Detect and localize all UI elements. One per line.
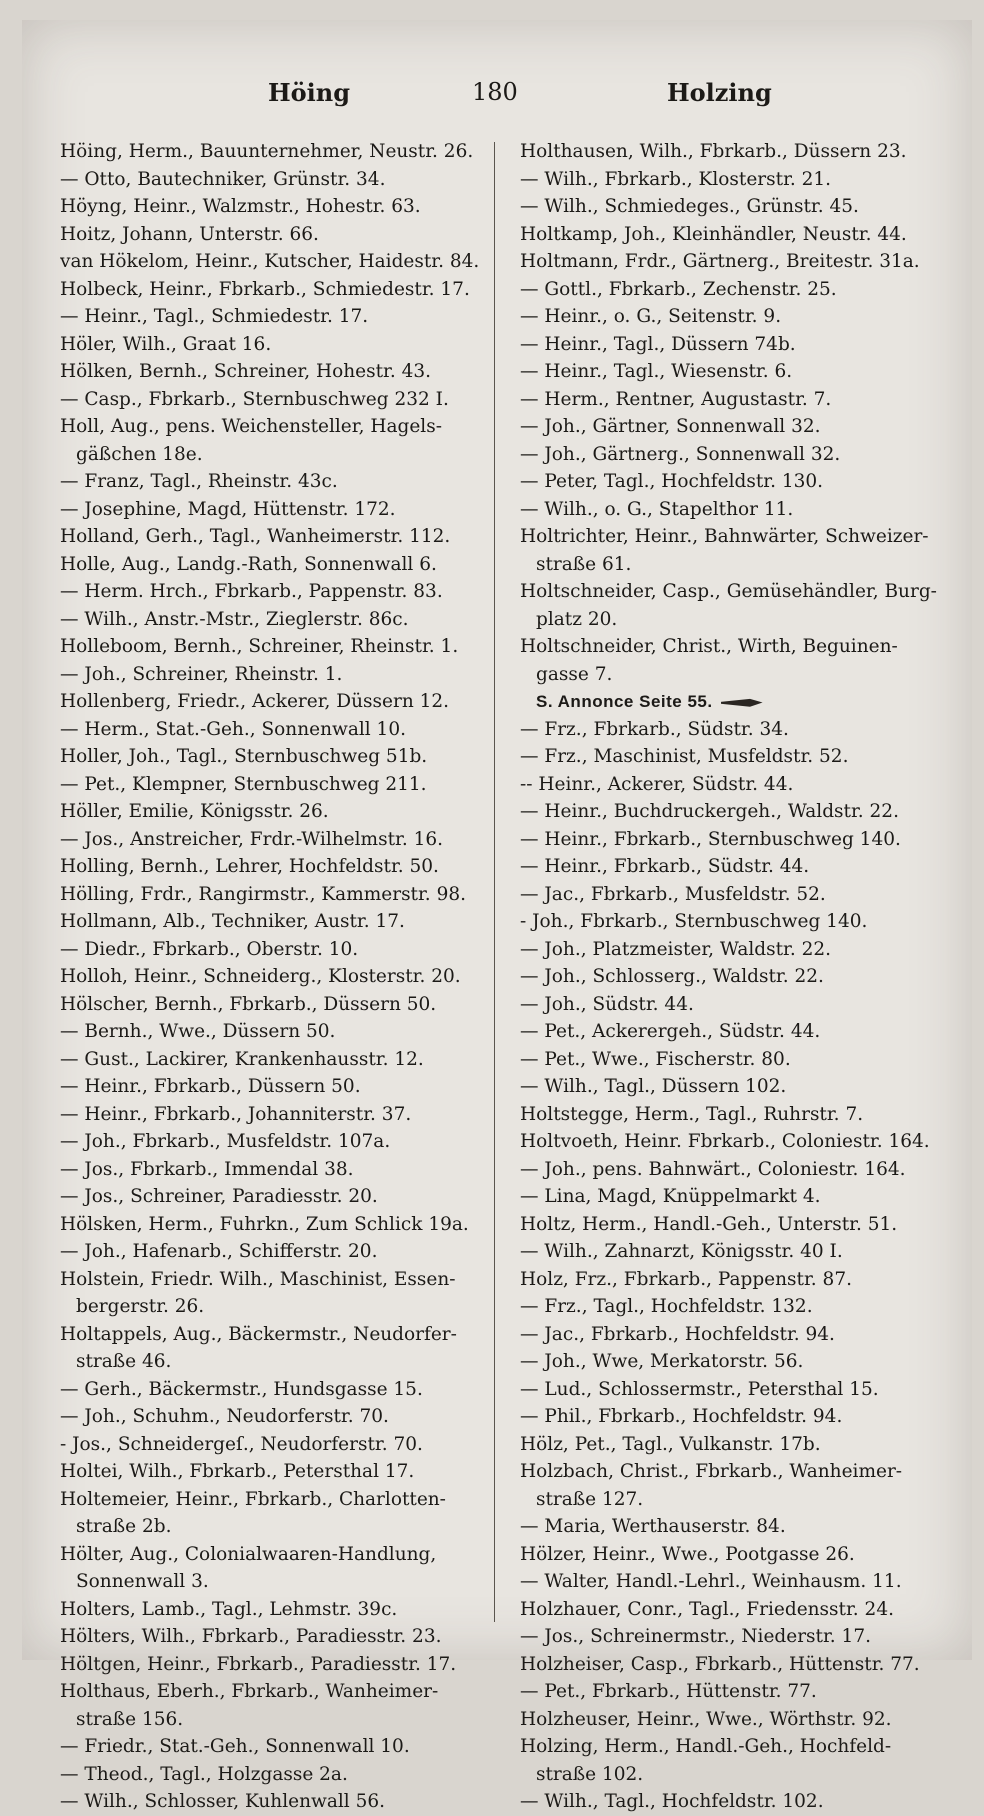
directory-entry xyxy=(60,523,490,551)
entry-text: — Casp., Fbrkarb., Sternbuschweg 232 I. xyxy=(60,388,449,410)
entry-text: Hölter, Aug., Colonialwaaren-Handlung, xyxy=(60,1543,437,1565)
directory-entry xyxy=(60,1101,490,1129)
directory-entry xyxy=(60,908,490,936)
directory-entry xyxy=(60,1128,490,1156)
directory-entry xyxy=(60,606,490,634)
entry-text: — Joh., Südstr. 44. xyxy=(520,993,694,1015)
entry-text: — Frz., Maschinist, Musfeldstr. 52. xyxy=(520,746,849,767)
directory-entry xyxy=(520,331,950,359)
directory-entry xyxy=(520,1073,950,1101)
entry-text: straße 46. xyxy=(76,1351,172,1372)
directory-entry xyxy=(520,1348,950,1376)
directory-entry xyxy=(520,221,950,249)
entry-text: — Phil., Fbrkarb., Hochfeldstr. 94. xyxy=(520,1406,843,1427)
directory-entry xyxy=(60,1788,490,1816)
directory-entry xyxy=(60,221,490,249)
entry-text: straße 102. xyxy=(536,1763,644,1785)
directory-entry xyxy=(60,1073,490,1101)
directory-entry xyxy=(520,1596,950,1624)
directory-entry xyxy=(520,441,950,469)
entry-text: — Pet., Ackerergeh., Südstr. 44. xyxy=(520,1021,821,1042)
entry-text: — Jac., Fbrkarb., Hochfeldstr. 94. xyxy=(520,1323,835,1345)
directory-entry xyxy=(520,193,950,221)
directory-entry xyxy=(520,1458,950,1486)
directory-entry xyxy=(60,1238,490,1266)
directory-entry xyxy=(520,1266,950,1294)
entry-text: — Joh., Platzmeister, Waldstr. 22. xyxy=(520,938,832,960)
directory-entry xyxy=(60,771,490,799)
page-number: 180 xyxy=(472,78,518,106)
directory-entry xyxy=(520,743,950,771)
entry-text: — Joh., Schreiner, Rheinstr. 1. xyxy=(60,663,343,685)
entry-text: S. Annonce Seite 55. xyxy=(536,692,713,711)
entry-text: — Wilh., Tagl., Hochfeldstr. 102. xyxy=(520,1791,824,1812)
entry-text: Holstein, Friedr. Wilh., Maschinist, Essen- xyxy=(60,1268,456,1290)
directory-entry xyxy=(520,963,950,991)
directory-entry xyxy=(520,1431,950,1459)
directory-entry xyxy=(520,1101,950,1129)
directory-entry xyxy=(520,1788,950,1816)
entry-text: straße 156. xyxy=(76,1708,184,1730)
entry-text: Holloh, Heinr., Schneiderg., Klosterstr. 20. xyxy=(60,966,461,987)
directory-entry xyxy=(520,1321,950,1349)
directory-entry xyxy=(60,963,490,991)
directory-entry xyxy=(520,248,950,276)
pointing-hand-icon xyxy=(721,697,763,709)
directory-entry xyxy=(60,1596,490,1624)
entry-text: Hoitz, Johann, Unterstr. 66. xyxy=(60,223,319,245)
entry-text: Holzheiser, Casp., Fbrkarb., Hüttenstr. 77. xyxy=(520,1653,920,1675)
directory-entry xyxy=(520,826,950,854)
entry-text: — Joh., Schuhm., Neudorferstr. 70. xyxy=(60,1406,389,1427)
directory-entry xyxy=(520,1623,950,1651)
directory-entry xyxy=(60,138,490,166)
entry-text: — Lud., Schlossermstr., Petersthal 15. xyxy=(520,1378,879,1400)
entry-text: — Heinr., Fbrkarb., Sternbuschweg 140. xyxy=(520,828,901,850)
directory-entry xyxy=(60,798,490,826)
directory-entry xyxy=(520,1403,950,1431)
entry-text: Holler, Joh., Tagl., Sternbuschweg 51b. xyxy=(60,746,428,767)
entry-text: Holthausen, Wilh., Fbrkarb., Düssern 23. xyxy=(520,141,907,162)
entry-text: — Otto, Bautechniker, Grünstr. 34. xyxy=(60,168,386,190)
directory-entry xyxy=(60,1376,490,1404)
entry-text: — Heinr., o. G., Seitenstr. 9. xyxy=(520,306,782,327)
entry-text: — Joh., Wwe, Merkatorstr. 56. xyxy=(520,1351,804,1372)
entry-text: — Joh., Fbrkarb., Musfeldstr. 107a. xyxy=(60,1131,391,1152)
entry-text: — Jac., Fbrkarb., Musfeldstr. 52. xyxy=(520,883,826,905)
entry-text: Hölken, Bernh., Schreiner, Hohestr. 43. xyxy=(60,361,432,382)
entry-text: Holtschneider, Casp., Gemüsehändler, Burg- xyxy=(520,581,937,602)
directory-entry xyxy=(60,1541,490,1569)
directory-entry xyxy=(60,248,490,276)
directory-entry xyxy=(60,331,490,359)
directory-entry xyxy=(520,1513,950,1541)
directory-entry xyxy=(60,276,490,304)
directory-entry xyxy=(520,468,950,496)
directory-entry xyxy=(60,1486,490,1514)
directory-entry xyxy=(520,303,950,331)
entry-text: -- Heinr., Ackerer, Südstr. 44. xyxy=(520,773,794,795)
entry-text: — Wilh., Tagl., Düssern 102. xyxy=(520,1076,787,1097)
directory-entry xyxy=(60,1266,490,1294)
directory-entry xyxy=(520,688,950,716)
directory-entry xyxy=(60,1211,490,1239)
entry-text: Höler, Wilh., Graat 16. xyxy=(60,333,272,355)
directory-entry xyxy=(60,1761,490,1789)
entry-text: Höltgen, Heinr., Fbrkarb., Paradiesstr. 17. xyxy=(60,1653,457,1675)
entry-text: — Maria, Werthauserstr. 84. xyxy=(520,1516,786,1537)
directory-entry xyxy=(60,1706,490,1734)
directory-entry xyxy=(520,606,950,634)
page-header xyxy=(22,78,972,118)
entry-text: — Herm., Rentner, Augustastr. 7. xyxy=(520,388,832,410)
entry-text: Höing, Herm., Bauunternehmer, Neustr. 26. xyxy=(60,141,474,162)
entry-text: Hölscher, Bernh., Fbrkarb., Düssern 50. xyxy=(60,993,437,1015)
directory-entry xyxy=(520,1128,950,1156)
entry-text: Holzheuser, Heinr., Wwe., Wörthstr. 92. xyxy=(520,1708,892,1730)
directory-entry xyxy=(520,908,950,936)
entry-text: — Gottl., Fbrkarb., Zechenstr. 25. xyxy=(520,278,837,300)
entry-text: — Gerh., Bäckermstr., Hundsgasse 15. xyxy=(60,1378,423,1400)
directory-entry xyxy=(60,193,490,221)
entry-text: Holtz, Herm., Handl.-Geh., Unterstr. 51. xyxy=(520,1213,898,1235)
directory-entry xyxy=(520,633,950,661)
directory-entry xyxy=(60,1623,490,1651)
directory-entry xyxy=(60,743,490,771)
directory-entry xyxy=(60,1156,490,1184)
entry-text: — Heinr., Tagl., Düssern 74b. xyxy=(520,333,796,355)
entry-text: Holtkamp, Joh., Kleinhändler, Neustr. 44. xyxy=(520,223,907,245)
directory-entry xyxy=(520,1376,950,1404)
entry-text: — Pet., Wwe., Fischerstr. 80. xyxy=(520,1048,791,1070)
directory-entry xyxy=(520,1018,950,1046)
entry-text: — Wilh., Schmiedeges., Grünstr. 45. xyxy=(520,196,859,217)
directory-entry xyxy=(520,1651,950,1679)
directory-entry xyxy=(60,1403,490,1431)
entry-text: — Wilh., Fbrkarb., Klosterstr. 21. xyxy=(520,168,832,190)
directory-entry xyxy=(520,1293,950,1321)
entry-text: Hollenberg, Friedr., Ackerer, Düssern 12. xyxy=(60,691,450,712)
directory-entry xyxy=(60,1458,490,1486)
entry-text: — Heinr., Tagl., Wiesenstr. 6. xyxy=(520,361,793,382)
directory-entry xyxy=(520,1733,950,1761)
entry-text: — Pet., Fbrkarb., Hüttenstr. 77. xyxy=(520,1681,817,1702)
directory-entry xyxy=(520,881,950,909)
entry-text: straße 2b. xyxy=(76,1516,172,1537)
entry-text: — Lina, Magd, Knüppelmarkt 4. xyxy=(520,1186,821,1207)
directory-entry xyxy=(60,1046,490,1074)
entry-text: Holthaus, Eberh., Fbrkarb., Wanheimer- xyxy=(60,1681,439,1702)
directory-entry xyxy=(60,716,490,744)
directory-entry xyxy=(520,771,950,799)
directory-entry xyxy=(520,1156,950,1184)
entry-text: Höller, Emilie, Königsstr. 26. xyxy=(60,801,329,822)
entry-text: — Walter, Handl.-Lehrl., Weinhausm. 11. xyxy=(520,1571,902,1592)
directory-entry xyxy=(520,386,950,414)
entry-text: — Gust., Lackirer, Krankenhausstr. 12. xyxy=(60,1048,424,1070)
directory-entry xyxy=(520,1046,950,1074)
directory-entry xyxy=(60,1293,490,1321)
directory-entry xyxy=(60,661,490,689)
directory-entry xyxy=(60,881,490,909)
entry-text: Holtvoeth, Heinr. Fbrkarb., Coloniestr. 164. xyxy=(520,1131,930,1152)
directory-entry xyxy=(60,386,490,414)
directory-entry xyxy=(520,936,950,964)
entry-text: Holling, Bernh., Lehrer, Hochfeldstr. 50. xyxy=(60,856,439,877)
directory-entry xyxy=(60,413,490,441)
directory-entry xyxy=(520,1541,950,1569)
entry-text: Holzhauer, Conr., Tagl., Friedensstr. 24. xyxy=(520,1598,894,1620)
entry-text: - Jos., Schneidergeſ., Neudorferstr. 70. xyxy=(60,1433,423,1455)
directory-entry xyxy=(520,523,950,551)
entry-text: Holzing, Herm., Handl.-Geh., Hochfeld- xyxy=(520,1736,892,1757)
entry-text: — Peter, Tagl., Hochfeldstr. 130. xyxy=(520,471,824,492)
entry-text: straße 61. xyxy=(536,553,632,575)
directory-entry xyxy=(60,633,490,661)
entry-text: — Joh., Schlosserg., Waldstr. 22. xyxy=(520,966,824,987)
entry-text: Hollmann, Alb., Techniker, Austr. 17. xyxy=(60,911,405,932)
entry-text: — Heinr., Fbrkarb., Südstr. 44. xyxy=(520,856,810,877)
column-divider xyxy=(494,142,495,1622)
entry-text: — Wilh., Anstr.-Mstr., Zieglerstr. 86c. xyxy=(60,608,409,630)
entry-text: — Heinr., Tagl., Schmiedestr. 17. xyxy=(60,306,369,327)
directory-entry xyxy=(520,716,950,744)
right-column xyxy=(520,138,950,1816)
entry-text: — Wilh., Schlosser, Kuhlenwall 56. xyxy=(60,1791,385,1812)
entry-text: Höyng, Heinr., Walzmstr., Hohestr. 63. xyxy=(60,196,421,217)
directory-entry xyxy=(520,413,950,441)
entry-text: gasse 7. xyxy=(536,663,613,685)
entry-text: Holzbach, Christ., Fbrkarb., Wanheimer- xyxy=(520,1461,903,1482)
entry-text: — Wilh., o. G., Stapelthor 11. xyxy=(520,498,794,520)
directory-entry xyxy=(520,1706,950,1734)
directory-entry xyxy=(60,1733,490,1761)
directory-entry xyxy=(60,303,490,331)
entry-text: — Bernh., Wwe., Düssern 50. xyxy=(60,1021,336,1042)
entry-text: — Wilh., Zahnarzt, Königsstr. 40 I. xyxy=(520,1241,843,1262)
entry-text: — Frz., Fbrkarb., Südstr. 34. xyxy=(520,718,789,740)
directory-entry xyxy=(520,138,950,166)
directory-entry xyxy=(520,1486,950,1514)
header-left-word: Höing xyxy=(268,78,351,107)
entry-text: Holtappels, Aug., Bäckermstr., Neudorfer- xyxy=(60,1323,457,1345)
entry-text: Hölzer, Heinr., Wwe., Pootgasse 26. xyxy=(520,1543,855,1565)
directory-entry xyxy=(60,358,490,386)
entry-text: — Jos., Fbrkarb., Immendal 38. xyxy=(60,1158,354,1180)
directory-entry xyxy=(60,1678,490,1706)
entry-text: gäßchen 18e. xyxy=(76,443,203,465)
entry-text: Holle, Aug., Landg.-Rath, Sonnenwall 6. xyxy=(60,553,437,575)
directory-entry xyxy=(60,468,490,496)
entry-text: Holtrichter, Heinr., Bahnwärter, Schweizer- xyxy=(520,526,929,547)
entry-text: Holtemeier, Heinr., Fbrkarb., Charlotten- xyxy=(60,1488,446,1510)
directory-entry xyxy=(520,661,950,689)
directory-entry xyxy=(520,1678,950,1706)
directory-entry xyxy=(60,1348,490,1376)
entry-text: Holters, Lamb., Tagl., Lehmstr. 39c. xyxy=(60,1598,398,1620)
directory-entry xyxy=(520,1568,950,1596)
directory-entry xyxy=(60,551,490,579)
left-column xyxy=(60,138,490,1816)
entry-text: Holleboom, Bernh., Schreiner, Rheinstr. 1. xyxy=(60,636,459,657)
directory-entry xyxy=(60,1321,490,1349)
entry-text: — Frz., Tagl., Hochfeldstr. 132. xyxy=(520,1296,813,1317)
directory-entry xyxy=(60,166,490,194)
directory-entry xyxy=(60,991,490,1019)
entry-text: Holland, Gerh., Tagl., Wanheimerstr. 112. xyxy=(60,526,451,547)
entry-text: — Joh., Gärtner, Sonnenwall 32. xyxy=(520,416,821,437)
header-right-word: Holzing xyxy=(667,78,772,107)
directory-entry xyxy=(520,358,950,386)
entry-text: — Pet., Klempner, Sternbuschweg 211. xyxy=(60,773,427,795)
entry-text: — Heinr., Fbrkarb., Düssern 50. xyxy=(60,1076,361,1097)
entry-text: Sonnenwall 3. xyxy=(76,1571,209,1592)
entry-text: — Jos., Anstreicher, Frdr.-Wilhelmstr. 16. xyxy=(60,828,443,850)
directory-entry xyxy=(520,578,950,606)
directory-entry xyxy=(60,853,490,881)
directory-entry xyxy=(520,496,950,524)
entry-text: — Josephine, Magd, Hüttenstr. 172. xyxy=(60,498,396,520)
directory-entry xyxy=(520,166,950,194)
directory-entry xyxy=(60,826,490,854)
entry-text: Holz, Frz., Fbrkarb., Pappenstr. 87. xyxy=(520,1268,852,1290)
entry-text: Hölling, Frdr., Rangirmstr., Kammerstr. 98. xyxy=(60,883,466,905)
directory-entry xyxy=(60,496,490,524)
entry-text: — Herm. Hrch., Fbrkarb., Pappenstr. 83. xyxy=(60,581,443,602)
directory-entry xyxy=(60,1651,490,1679)
directory-entry xyxy=(520,991,950,1019)
directory-entry xyxy=(520,1761,950,1789)
directory-entry xyxy=(60,1513,490,1541)
directory-entry xyxy=(60,578,490,606)
entry-text: — Herm., Stat.-Geh., Sonnenwall 10. xyxy=(60,718,406,740)
directory-entry xyxy=(520,551,950,579)
directory-entry xyxy=(60,1431,490,1459)
entry-text: — Franz, Tagl., Rheinstr. 43c. xyxy=(60,471,338,492)
directory-entry xyxy=(60,1018,490,1046)
entry-text: — Heinr., Fbrkarb., Johanniterstr. 37. xyxy=(60,1103,412,1125)
directory-entry xyxy=(520,276,950,304)
entry-text: bergerstr. 26. xyxy=(76,1296,205,1317)
entry-text: Holl, Aug., pens. Weichensteller, Hagels- xyxy=(60,416,442,437)
entry-text: — Friedr., Stat.-Geh., Sonnenwall 10. xyxy=(60,1736,410,1757)
entry-text: — Joh., Gärtnerg., Sonnenwall 32. xyxy=(520,443,841,465)
entry-text: — Joh., Hafenarb., Schifferstr. 20. xyxy=(60,1241,378,1262)
entry-text: platz 20. xyxy=(536,608,618,630)
directory-entry xyxy=(520,853,950,881)
entry-text: Hölsken, Herm., Fuhrkn., Zum Schlick 19a. xyxy=(60,1213,469,1235)
directory-entry xyxy=(520,1238,950,1266)
directory-entry xyxy=(60,936,490,964)
directory-entry xyxy=(520,1211,950,1239)
entry-text: van Hökelom, Heinr., Kutscher, Haidestr. 84. xyxy=(60,251,480,272)
entry-text: Holtmann, Frdr., Gärtnerg., Breitestr. 31a. xyxy=(520,251,920,272)
entry-text: — Joh., pens. Bahnwärt., Coloniestr. 164. xyxy=(520,1158,906,1180)
directory-entry xyxy=(60,688,490,716)
entry-text: - Joh., Fbrkarb., Sternbuschweg 140. xyxy=(520,911,868,932)
entry-text: Holtei, Wilh., Fbrkarb., Petersthal 17. xyxy=(60,1461,415,1482)
entry-text: — Diedr., Fbrkarb., Oberstr. 10. xyxy=(60,938,359,960)
entry-text: — Jos., Schreinermstr., Niederstr. 17. xyxy=(520,1626,871,1647)
directory-entry xyxy=(60,441,490,469)
entry-text: — Heinr., Buchdruckergeh., Waldstr. 22. xyxy=(520,801,899,822)
directory-entry xyxy=(60,1568,490,1596)
entry-text: — Theod., Tagl., Holzgasse 2a. xyxy=(60,1763,348,1785)
entry-text: Hölz, Pet., Tagl., Vulkanstr. 17b. xyxy=(520,1433,821,1455)
entry-text: Holbeck, Heinr., Fbrkarb., Schmiedestr. 17. xyxy=(60,278,470,300)
directory-entry xyxy=(60,1183,490,1211)
directory-entry xyxy=(520,1183,950,1211)
directory-page xyxy=(22,20,972,1812)
directory-entry xyxy=(520,798,950,826)
entry-text: Hölters, Wilh., Fbrkarb., Paradiesstr. 23. xyxy=(60,1626,442,1647)
entry-text: — Jos., Schreiner, Paradiesstr. 20. xyxy=(60,1186,378,1207)
entry-text: Holtstegge, Herm., Tagl., Ruhrstr. 7. xyxy=(520,1103,864,1125)
entry-text: Holtschneider, Christ., Wirth, Beguinen- xyxy=(520,636,898,657)
entry-text: straße 127. xyxy=(536,1488,644,1510)
